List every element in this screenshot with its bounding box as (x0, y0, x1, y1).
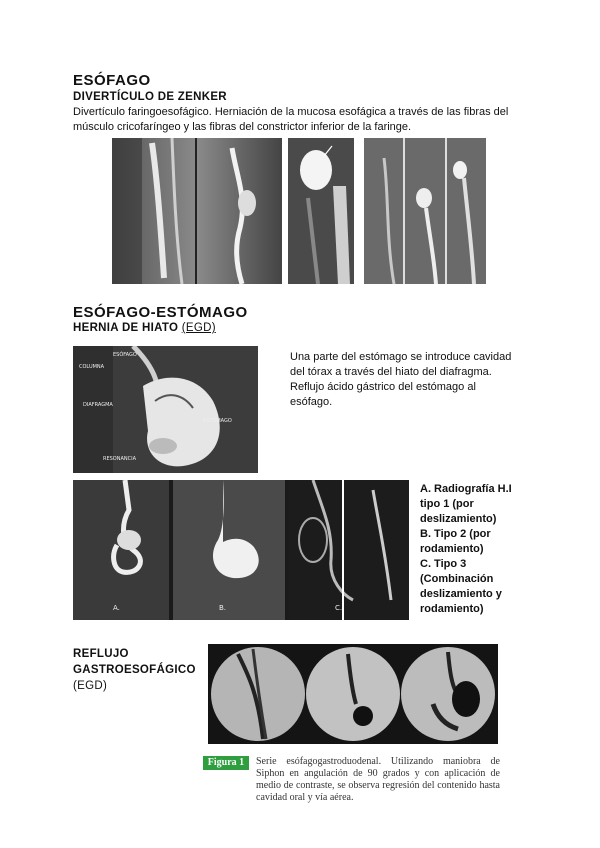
reflujo-egd: (EGD) (73, 680, 108, 692)
type-line: deslizamiento y (420, 588, 502, 600)
hernia-types-list (420, 482, 530, 617)
type-line: A. Radiografía H.I (420, 483, 512, 495)
section-subtitle-hernia (73, 322, 216, 334)
zenker-xray-lateral (112, 138, 282, 284)
panel-label-c: C. (335, 604, 343, 612)
zenker-description: Divertículo faringoesofágico. Herniación de la mucosa esofágica a través de las fibras del músculo cricofaríngeo y las fibras del constrictor inferior de la faringe. (73, 106, 509, 133)
section-title-esofago-estomago: ESÓFAGO-ESTÓMAGO (73, 304, 248, 321)
figure-caption: Serie esófagogastroduodenal. Utilizando maniobra de Siphon en angulación de 90 grados y con aplicación de medio de contraste, se observa regresión del contenido hasta cavidad oral y vía aérea. (256, 756, 500, 803)
type-line: rodamiento) (420, 543, 484, 555)
type-line: (Combinación (420, 573, 494, 585)
xray-label-diafragma: DIAFRAGMA (83, 402, 113, 408)
type-line: tipo 1 (por (420, 498, 474, 510)
xray-label-estomago: ESTÓMAGO (203, 418, 232, 424)
figure-label: Figura 1 (203, 756, 249, 770)
hernia-types-xray (73, 480, 409, 620)
reflujo-title-line1: REFLUJO (73, 648, 129, 660)
xray-label-resonancia: RESONANCIA (103, 456, 137, 462)
hernia-xray (73, 346, 258, 473)
reflujo-figure (208, 644, 498, 744)
xray-label-esofago: ESÓFAGO (113, 352, 137, 358)
type-line: rodamiento) (420, 603, 484, 615)
zenker-xray-pouch (288, 138, 354, 284)
section-subtitle-zenker: DIVERTÍCULO DE ZENKER (73, 91, 227, 103)
type-line: C. Tipo 3 (420, 558, 467, 570)
type-line: deslizamiento) (420, 513, 497, 525)
hernia-description: Una parte del estómago se introduce cavidad del tórax a través del hiato del diafragma. Reflujo ácido gástrico del estómago al esófago. (290, 351, 512, 408)
zenker-xray-sequence (364, 138, 486, 284)
egd-link[interactable]: (EGD) (181, 322, 216, 334)
reflujo-title-line2: GASTROESOFÁGICO (73, 664, 196, 676)
panel-label-b: B. (219, 604, 227, 612)
hernia-title: HERNIA DE HIATO (73, 322, 179, 334)
xray-label-columna: COLUMNA (79, 364, 105, 370)
reflujo-title (73, 646, 196, 694)
section-title-esofago: ESÓFAGO (73, 72, 151, 89)
panel-label-a: A. (113, 604, 120, 612)
type-line: B. Tipo 2 (por (420, 528, 491, 540)
